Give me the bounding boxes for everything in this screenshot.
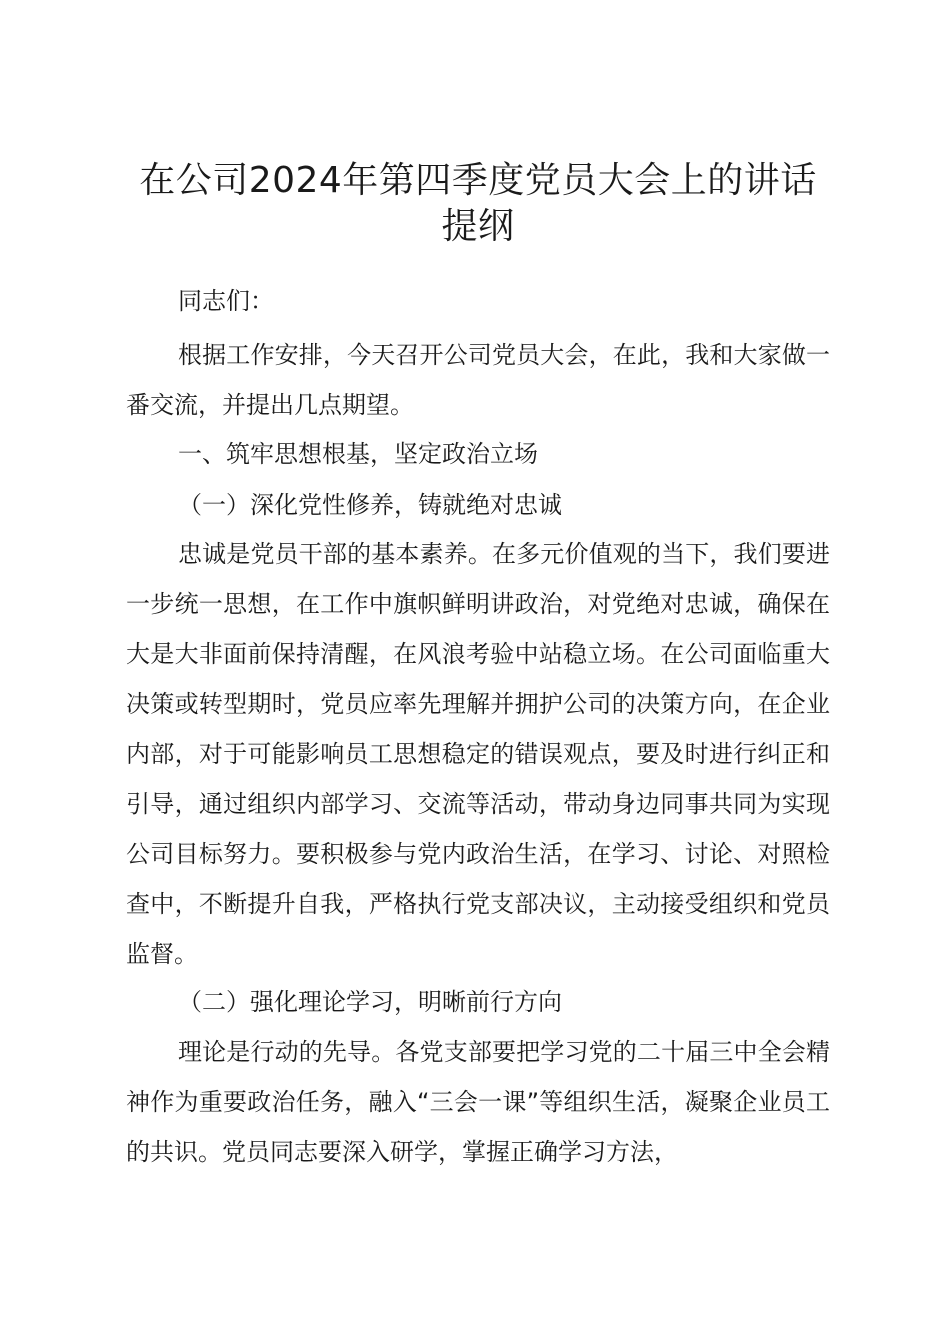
subsection-2-body: 理论是行动的先导。各党支部要把学习党的二十届三中全会精神作为重要政治任务，融入“三会一课”等组织生活，凝聚企业员工的共识。党员同志要深入研学，掌握正确学习方法， (126, 1038, 830, 1166)
section-1-heading: 一、筑牢思想根基，坚定政治立场 (178, 440, 538, 468)
intro-paragraph: 根据工作安排，今天召开公司党员大会，在此，我和大家做一番交流，并提出几点期望。 (126, 341, 830, 419)
subsection-1-body: 忠诚是党员干部的基本素养。在多元价值观的当下，我们要进一步统一思想，在工作中旗帜鲜明讲政治，对党绝对忠诚，确保在大是大非面前保持清醒，在风浪考验中站稳立场。在公司面临重大决策或转型期时，党员应率先理解并拥护公司的决策方向，在企业内部，对于可能影响员工思想稳定的错误观点，要及时进行纠正和引导，通过组织内部学习、交流等活动，带动身边同事共同为实现公司目标努力。要积极参与党内政治生活，在学习、讨论、对照检查中，不断提升自我，严格执行党支部决议，主动接受组织和党员监督。 (126, 540, 830, 968)
subsection-1-heading: （一）深化党性修养，铸就绝对忠诚 (178, 491, 562, 519)
subsection-2-heading: （二）强化理论学习，明晰前行方向 (178, 988, 562, 1016)
greeting: 同志们： (178, 287, 274, 315)
document-title: 在公司2024年第四季度党员大会上的讲话提纲 (139, 160, 817, 247)
